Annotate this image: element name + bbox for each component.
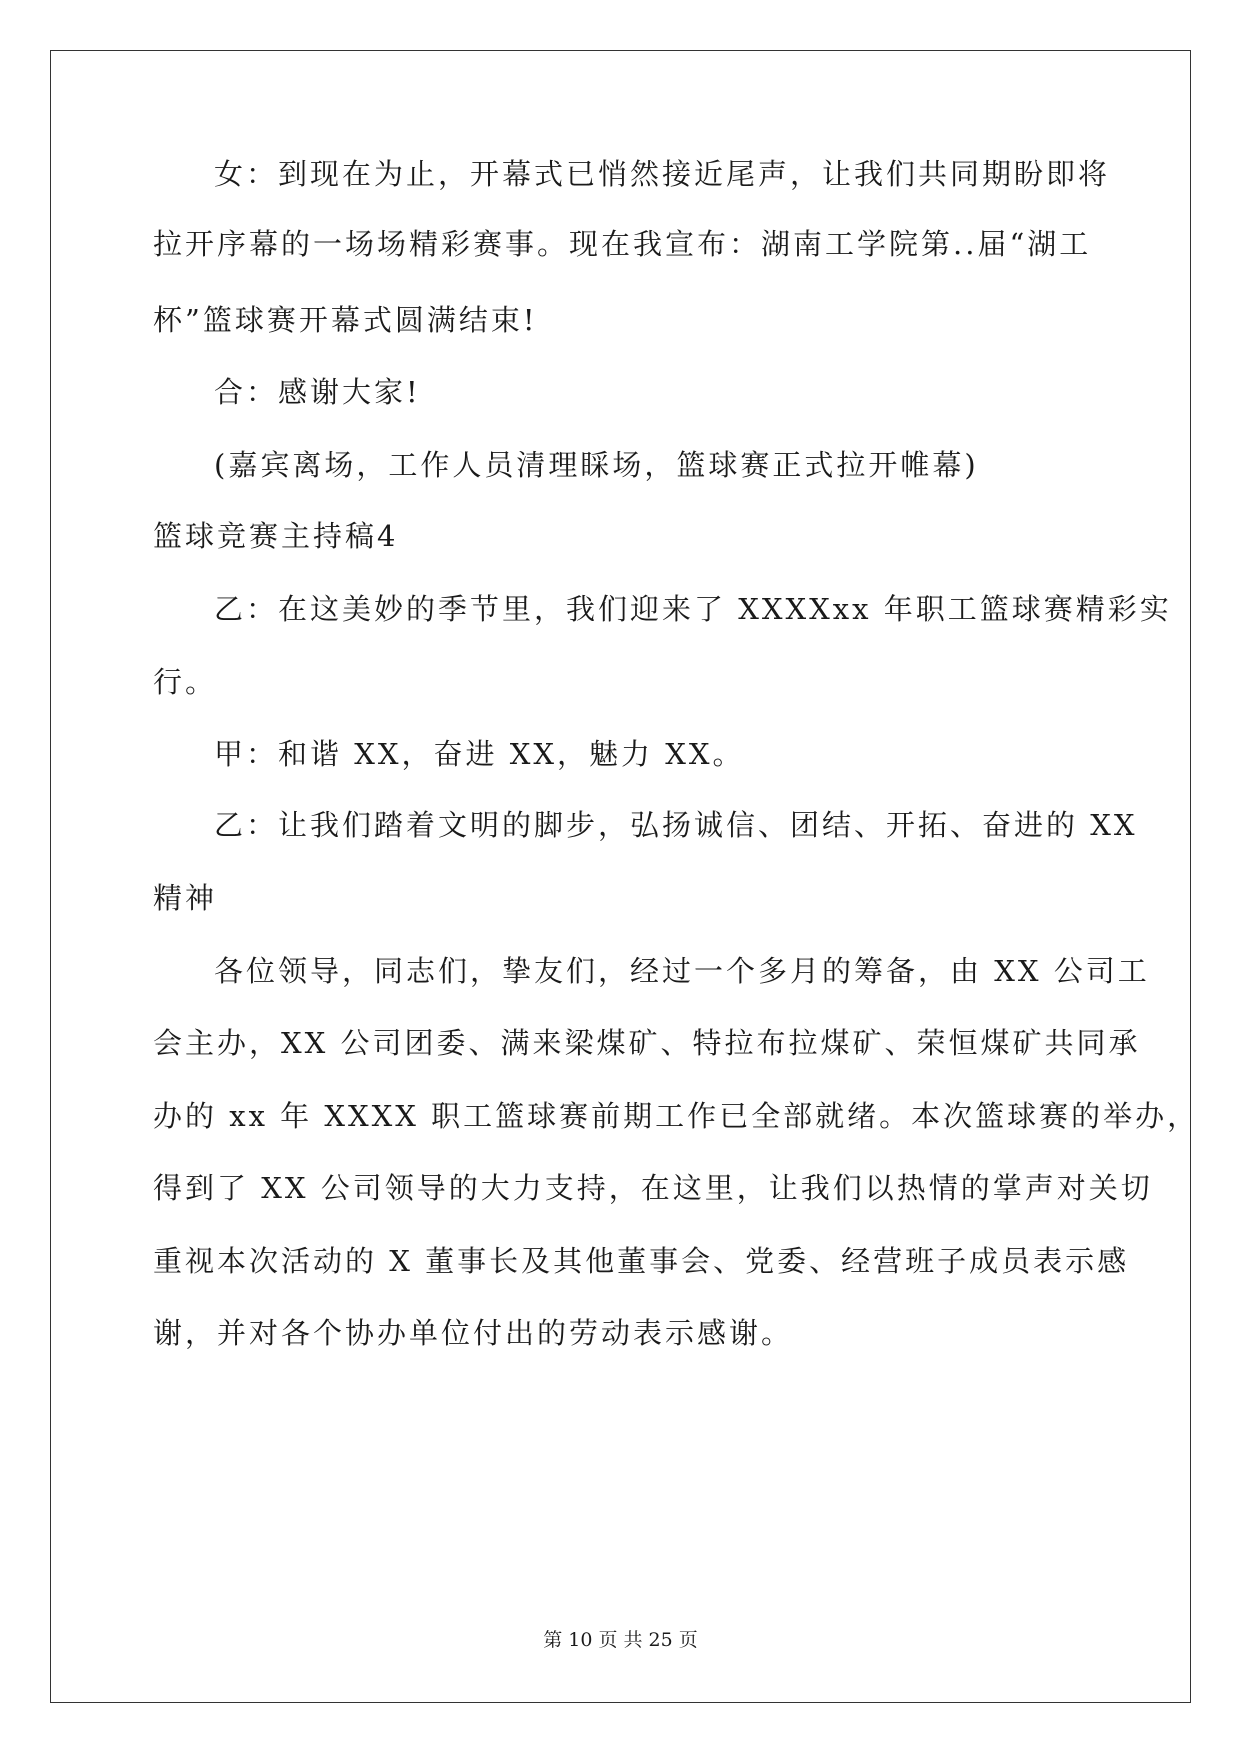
paragraph-line: 女：到现在为止，开幕式已悄然接近尾声，让我们共同期盼即将 (214, 157, 1111, 191)
paragraph-line: 谢，并对各个协办单位付出的劳动表示感谢。 (153, 1316, 794, 1350)
paragraph-line: 乙：让我们踏着文明的脚步，弘扬诚信、团结、开拓、奋进的 XX (214, 808, 1138, 842)
paragraph-line: 办的 xx 年 XXXX 职工篮球赛前期工作已全部就绪。本次篮球赛的举办， (153, 1099, 1200, 1133)
paragraph-line: 得到了 XX 公司领导的大力支持，在这里，让我们以热情的掌声对关切 (153, 1171, 1153, 1205)
page-border (50, 50, 1191, 1703)
paragraph-line: (嘉宾离场，工作人员清理睬场，篮球赛正式拉开帷幕) (214, 448, 979, 482)
paragraph-line: 乙：在这美妙的季节里，我们迎来了 XXXXxx 年职工篮球赛精彩实 (214, 592, 1172, 626)
paragraph-line: 重视本次活动的 X 董事长及其他董事会、党委、经营班子成员表示感 (153, 1244, 1130, 1278)
page-number-footer: 第 10 页 共 25 页 (543, 1629, 698, 1651)
section-heading: 篮球竞赛主持稿4 (153, 519, 399, 553)
paragraph-line: 各位领导，同志们，挚友们，经过一个多月的筹备，由 XX 公司工 (214, 954, 1150, 988)
paragraph-line: 合：感谢大家! (214, 375, 421, 409)
paragraph-line: 杯”篮球赛开幕式圆满结束! (153, 303, 538, 337)
paragraph-line: 行。 (153, 665, 218, 699)
paragraph-line: 精神 (153, 881, 218, 915)
paragraph-line: 甲：和谐 XX，奋进 XX，魅力 XX。 (214, 737, 745, 771)
paragraph-line: 会主办，XX 公司团委、满来梁煤矿、特拉布拉煤矿、荣恒煤矿共同承 (153, 1026, 1141, 1060)
paragraph-line: 拉开序幕的一场场精彩赛事。现在我宣布：湖南工学院第..届“湖工 (153, 227, 1092, 261)
